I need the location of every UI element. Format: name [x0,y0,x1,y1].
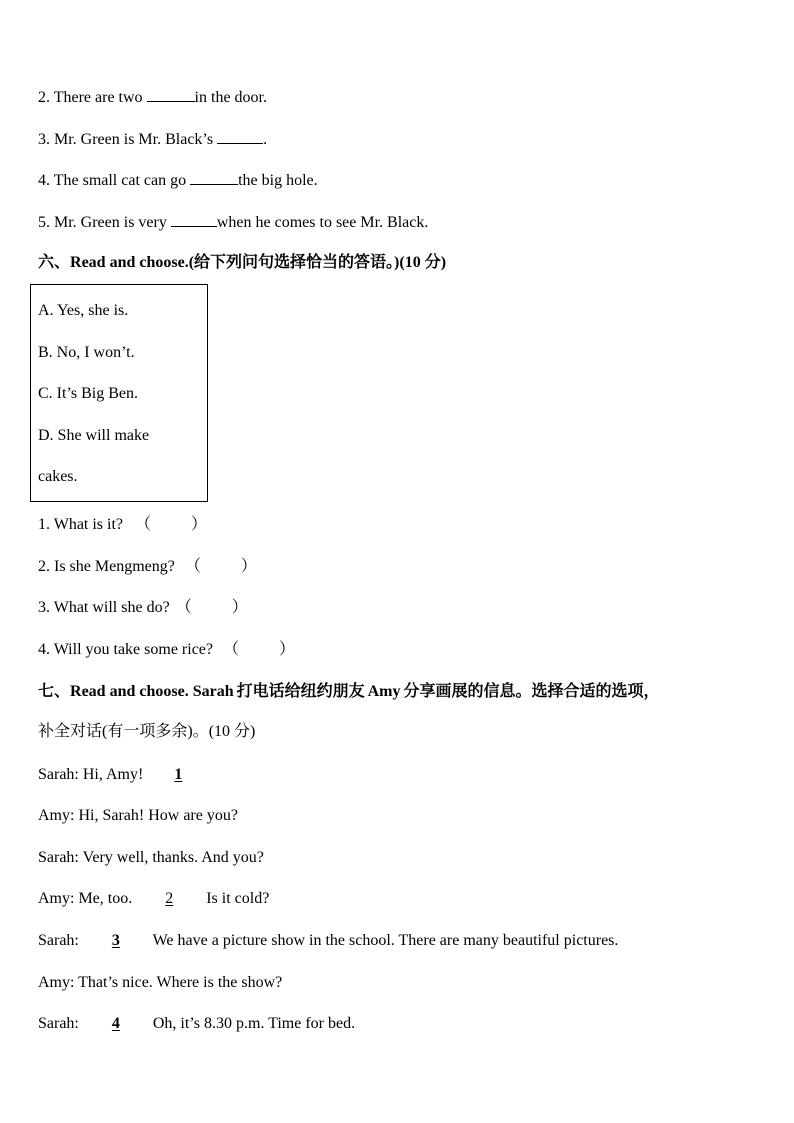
dialogue-text: Amy: That’s nice. Where is the show? [38,974,283,991]
dialogue-text: Is it cold? [202,890,270,907]
section-7-heading-line2 [38,722,255,742]
answer-blank[interactable] [190,170,238,185]
dialogue-text: Sarah: [38,932,83,949]
dialogue-line [38,806,238,826]
question-text: 4. Will you take some rice? [38,641,214,658]
dialogue-text: Sarah: [38,1015,83,1032]
dialogue-line [38,973,282,993]
option-d: D. She will make [38,427,150,444]
dialogue-line [38,848,264,868]
question-6-1 [38,515,207,535]
question-5-4 [38,170,318,191]
question-text: 3. What will she do? [38,599,170,616]
answer-paren[interactable]: （ ） [135,516,208,533]
dialogue-line [38,931,618,951]
question-text: when he comes to see Mr. Black. [216,214,429,231]
question-text: 2. There are two [38,89,147,106]
question-5-3 [38,129,267,150]
dialogue-text: Sarah: Hi, Amy! [38,766,148,783]
answer-paren[interactable]: （ ） [175,599,248,616]
answer-blank-2[interactable]: 2 [165,890,174,907]
section-6-heading [38,253,446,273]
section-score: 。(10 分) [192,723,256,740]
question-text: 1. What is it? [38,516,124,533]
option-c: C. It’s Big Ben. [38,385,139,402]
question-text: 5. Mr. Green is very [38,214,171,231]
question-text: 4. The small cat can go [38,172,191,189]
question-text: the big hole. [238,172,318,189]
answer-blank-1[interactable]: 1 [174,766,183,783]
answer-paren[interactable]: （ ） [184,558,257,575]
answer-blank[interactable] [217,129,263,144]
dialogue-text: Amy: Me, too. [38,890,137,907]
dialogue-text: Sarah: Very well, thanks. And you? [38,849,264,866]
section-instruction: 打电话给纽约朋友 [236,683,365,700]
question-6-4 [38,640,295,660]
section-instruction: 分享画展的信息。选择合适的选项， [403,683,660,700]
dialogue-text: Amy: Hi, Sarah! How are you? [38,807,238,824]
answer-blank[interactable] [171,212,217,227]
section-number: 六、 [38,254,71,271]
question-text: 2. Is she Mengmeng? [38,558,175,575]
section-instruction-name: Amy [367,683,401,700]
question-5-5 [38,212,428,233]
question-text: . [263,131,268,148]
section-instruction: (给下列问句选择恰当的答语。) [188,254,400,271]
question-6-3 [38,598,248,618]
answer-blank[interactable] [147,87,195,102]
dialogue-text: We have a picture show in the school. There are many beautiful pictures. [148,932,619,949]
answer-blank-3[interactable]: 3 [111,932,120,949]
dialogue-line [38,765,209,785]
dialogue-text: Oh, it’s 8.30 p.m. Time for bed. [148,1015,356,1032]
section-instruction-paren: (有一项多余) [102,723,193,740]
section-title: Read and choose. Sarah [70,683,234,700]
dialogue-line [38,1014,355,1034]
section-title: Read and choose. [70,254,189,271]
option-d-continued: cakes. [38,468,78,485]
question-text: in the door. [194,89,267,106]
question-6-2 [38,557,257,577]
option-b: B. No, I won’t. [38,344,135,361]
question-5-2 [38,87,267,108]
section-number: 七、 [38,683,71,700]
section-7-heading [38,682,660,702]
answer-blank-4[interactable]: 4 [111,1015,120,1032]
section-instruction: 补全对话 [38,723,103,740]
option-a: A. Yes, she is. [38,302,129,319]
dialogue-line [38,889,269,909]
section-score: (10 分) [399,254,447,271]
question-text: 3. Mr. Green is Mr. Black’s [38,131,218,148]
answer-paren[interactable]: （ ） [223,641,296,658]
